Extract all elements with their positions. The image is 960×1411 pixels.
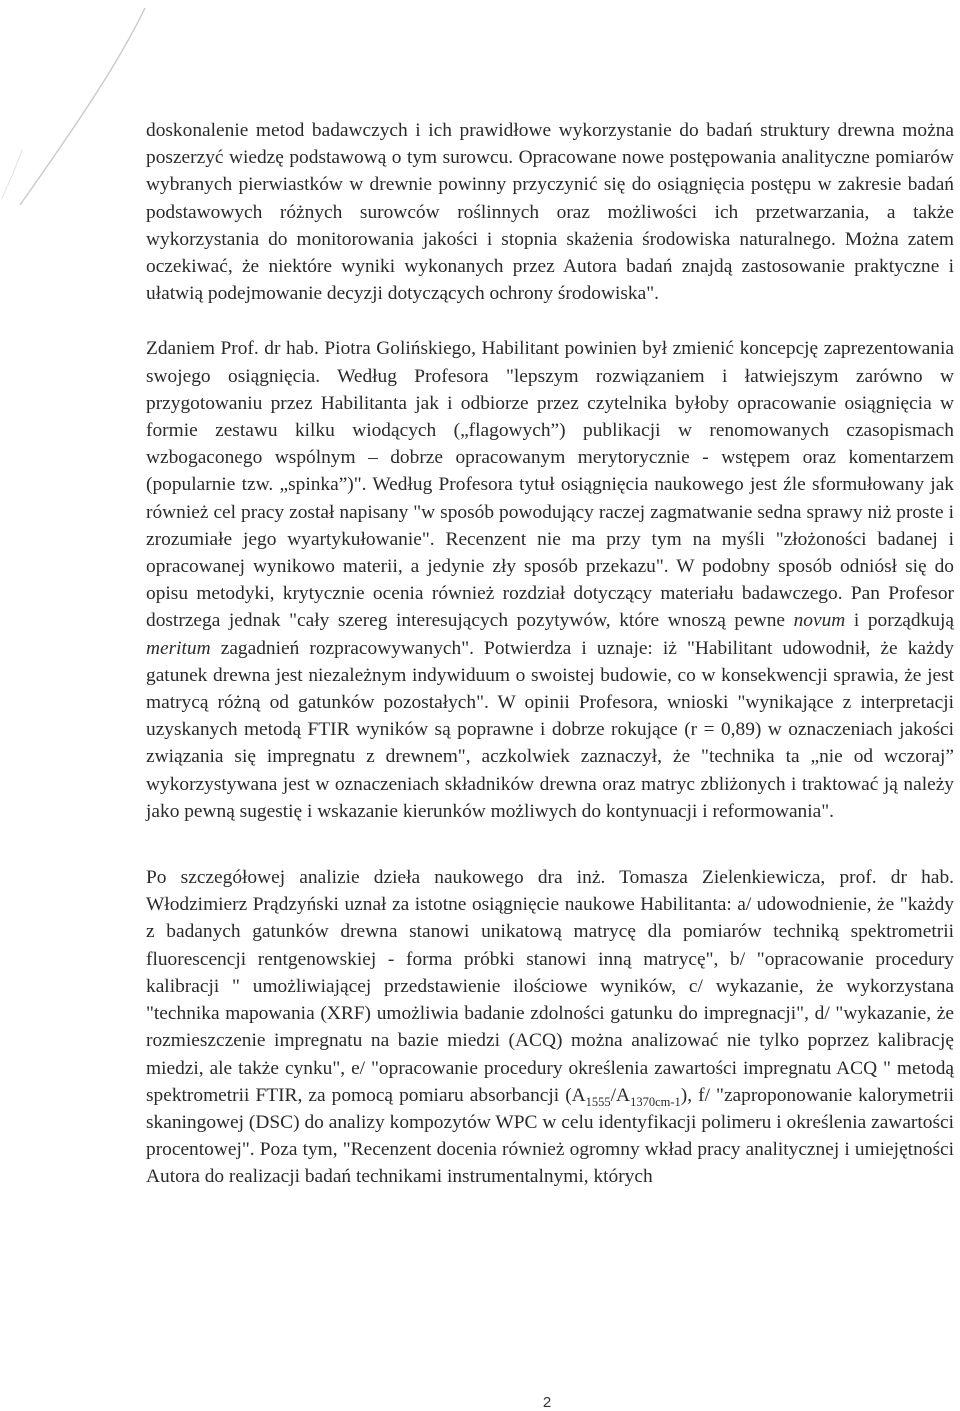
page-number <box>0 1394 960 1411</box>
text-run: i porządkują <box>845 610 954 632</box>
paragraph-1 <box>146 117 954 307</box>
text-run: doskonalenie metod badawczych i ich prawidłowe wykorzystanie do badań struktury drewna można poszerzyć wiedzę podstawową o tym surowcu. Opracowane nowe postępowania analityczne pomiarów wybranych pierwiastków w drewnie powinny przyczynić się do osiągnięcia postępu w zakresie badań podstawowych różnych surowców roślinnych oraz możliwości ich przetwarzania, a także wykorzystania do monitorowania jakości i stopnia skażenia środowiska naturalnego. Można zatem oczekiwać, że niektóre wyniki wykonanych przez Autora badań znajdą zastosowanie praktyczne i ułatwią podejmowanie decyzji dotyczących ochrony środowiska". <box>146 120 954 305</box>
italic-term: meritum <box>146 637 211 659</box>
italic-term: novum <box>793 610 846 632</box>
text-run: /A <box>610 1084 631 1106</box>
text-run: ), f/ "zaproponowanie kalorymetrii skaningowej (DSC) do analizy kompozytów WPC w celu identyfikacji polimeru i określenia zawartości procentowej". Poza tym, "Recenzent docenia również ogromny wkład pracy analitycznej i umiejętności Autora do realizacji badań technikami instrumentalnymi, których <box>146 1084 954 1188</box>
subscript: 1555 <box>585 1094 611 1109</box>
text-run: Po szczegółowej analizie dzieła naukowego dra inż. Tomasza Zielenkiewicza, prof. dr hab. Włodzimierz Prądzyński uznał za istotne osiągnięcie naukowe Habilitanta: a/ udowodnienie, że "każdy z badanych gatunków drewna stanowi unikatową matrycę dla pomiarów techniką spektrometrii fluorescencji rentgenowskiej - forma próbki stanowi inną matrycę", b/ "opracowanie procedury kalibracji " umożliwiającej przedstawienie ilościowe wyników, c/ wykazanie, że wykorzystana "technika mapowania (XRF) umożliwia badanie zdolności gatunku do impregnacji", d/ "wykazanie, że rozmieszczenie impregnatu na bazie miedzi (ACQ) można analizować nie tylko poprzez kalibrację miedzi, ale także cynku", e/ "opracowanie procedury określenia zawartości impregnatu ACQ " metodą spektrometrii FTIR, za pomocą pomiaru absorbancji (A <box>146 867 954 1106</box>
subscript: 1370cm-1 <box>630 1094 681 1109</box>
text-run: zagadnień rozpracowywanych". Potwierdza i uznaje: iż "Habilitant udowodnił, że każdy gatunek drewna jest niezależnym indywiduum o swoistej budowie, co w konsekwencji sprawia, że jest matrycą różną od gatunków pozostałych". W opinii Profesora, wnioski "wynikające z interpretacji uzyskanych metodą FTIR wyników są poprawne i dobrze rokujące (r = 0,89) w oznaczeniach jakości związania się impregnatu z drewnem", aczkolwiek zaznaczył, że "technika ta „nie od wczoraj” wykorzystywana jest w oznaczeniach składników drewna oraz matryc zbliżonych i traktować ją należy jako pewną sugestię i wskazanie kierunków możliwych do kontynuacji i reformowania". <box>146 637 954 822</box>
paragraph-2 <box>146 335 954 825</box>
text-run: Zdaniem Prof. dr hab. Piotra Golińskiego, Habilitant powinien był zmienić koncepcję zaprezentowania swojego osiągnięcia. Według Profesora "lepszym rozwiązaniem i łatwiejszym zarówno w przygotowaniu przez Habilitanta jak i odbiorze przez czytelnika byłoby opracowanie osiągnięcia w formie zestawu kilku wiodących („flagowych”) publikacji w renomowanych czasopismach wzbogaconego wspólnym – dobrze opracowanym merytorycznie - wstępem oraz komentarzem (popularnie tzw. „spinka”)". Według Profesora tytuł osiągnięcia naukowego jest źle sformułowany jak również cel pracy został napisany "w sposób powodujący raczej zagmatwanie sedna sprawy niż proste i zrozumiałe jego wyartykułowanie". Recenzent nie ma przy tym na myśli "złożoności badanej i opracowanej wynikowo materii, a jedynie zły sposób przekazu". W podobny sposób odniósł się do opisu metodyki, krytycznie ocenia również rozdział dotyczący materiału badawczego. Pan Profesor dostrzega jednak "cały szereg interesujących pozytywów, które wnoszą pewne <box>146 338 954 632</box>
document-body <box>146 117 954 1191</box>
paragraph-3 <box>146 864 954 1190</box>
page-number-text: 2 <box>542 1394 552 1411</box>
